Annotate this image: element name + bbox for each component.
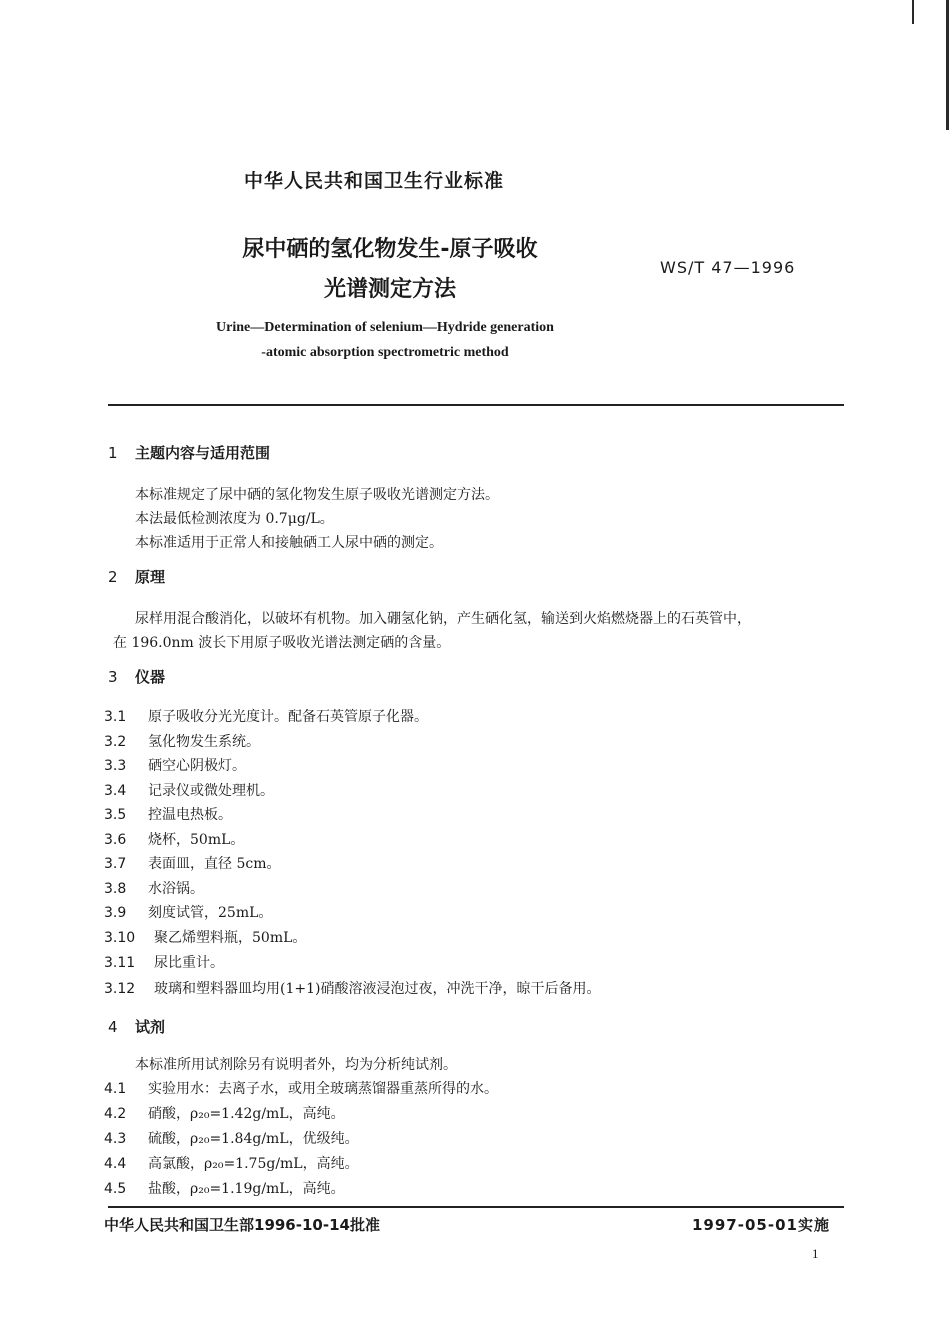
scan-edge-mark [912, 0, 914, 24]
list-item [104, 853, 280, 873]
paragraph: 本法最低检测浓度为 0.7μg/L。 [135, 511, 334, 527]
item-text: 硒空心阴极灯。 [148, 758, 246, 774]
item-text: 聚乙烯塑料瓶，50mL。 [154, 930, 307, 946]
standard-code: WS/T 47—1996 [660, 258, 796, 277]
section-heading [108, 1016, 165, 1037]
item-text: 氢化物发生系统。 [148, 734, 260, 750]
item-text: 水浴锅。 [148, 881, 204, 897]
paragraph: 本标准所用试剂除另有说明者外，均为分析纯试剂。 [135, 1057, 457, 1073]
item-text: 刻度试管，25mL。 [148, 905, 273, 921]
item-number: 3.3 [104, 758, 127, 774]
standard-category: 中华人民共和国卫生行业标准 [244, 170, 505, 192]
item-text: 原子吸收分光光度计。配备石英管原子化器。 [148, 709, 428, 725]
list-item [104, 1153, 359, 1173]
item-number: 4.2 [104, 1106, 127, 1122]
item-number: 4.5 [104, 1181, 127, 1197]
section-number: 3 [108, 668, 118, 686]
item-number: 4.4 [104, 1156, 127, 1172]
list-item [104, 829, 244, 849]
list-item [104, 1178, 345, 1198]
item-text: 硫酸，ρ₂₀=1.84g/mL，优级纯。 [148, 1131, 359, 1147]
list-item [104, 804, 232, 824]
effective-date-line: 1997-05-01实施 [692, 1216, 830, 1234]
list-item [104, 978, 600, 998]
item-text: 尿比重计。 [154, 955, 224, 971]
item-number: 3.4 [104, 783, 127, 799]
item-text: 控温电热板。 [148, 807, 232, 823]
item-number: 3.5 [104, 807, 127, 823]
item-number: 3.7 [104, 856, 127, 872]
item-text: 玻璃和塑料器皿均用(1+1)硝酸溶液浸泡过夜，冲洗干净，晾干后备用。 [154, 981, 601, 997]
title-english-line1: Urine—Determination of selenium—Hydride generation [216, 320, 554, 335]
item-number: 3.1 [104, 709, 127, 725]
item-text: 高氯酸，ρ₂₀=1.75g/mL，高纯。 [148, 1156, 359, 1172]
list-item [104, 902, 272, 922]
item-text: 记录仪或微处理机。 [148, 783, 274, 799]
item-text: 表面皿，直径 5cm。 [148, 856, 281, 872]
approval-line: 中华人民共和国卫生部1996-10-14批准 [104, 1216, 380, 1234]
list-item [104, 731, 260, 751]
title-english-line2: -atomic absorption spectrometric method [261, 345, 509, 360]
scan-edge-mark [946, 0, 949, 130]
item-number: 3.6 [104, 832, 127, 848]
list-item [104, 952, 224, 972]
page-number: 1 [812, 1246, 819, 1261]
list-item [104, 706, 428, 726]
section-heading [108, 566, 165, 587]
list-item [104, 755, 246, 775]
list-item [104, 927, 306, 947]
item-text: 实验用水：去离子水，或用全玻璃蒸馏器重蒸所得的水。 [148, 1081, 498, 1097]
item-number: 3.12 [104, 981, 136, 997]
list-item [104, 878, 204, 898]
item-number: 3.8 [104, 881, 127, 897]
item-number: 3.2 [104, 734, 127, 750]
title-chinese-line1: 尿中硒的氢化物发生-原子吸收 [242, 237, 538, 262]
item-number: 4.1 [104, 1081, 127, 1097]
list-item [104, 780, 274, 800]
paragraph: 尿样用混合酸消化，以破坏有机物。加入硼氢化钠，产生硒化氢，输送到火焰燃烧器上的石英管中， [135, 611, 751, 627]
section-title: 仪器 [135, 668, 166, 686]
section-title: 主题内容与适用范围 [135, 444, 271, 462]
item-text: 盐酸，ρ₂₀=1.19g/mL，高纯。 [148, 1181, 345, 1197]
section-heading [108, 666, 165, 687]
item-text: 硝酸，ρ₂₀=1.42g/mL，高纯。 [148, 1106, 345, 1122]
item-number: 3.10 [104, 930, 136, 946]
item-number: 3.11 [104, 955, 136, 971]
header-divider [108, 404, 844, 406]
list-item [104, 1103, 345, 1123]
section-number: 2 [108, 568, 118, 586]
section-number: 4 [108, 1018, 118, 1036]
footer-divider [108, 1206, 844, 1208]
section-number: 1 [108, 444, 118, 462]
paragraph: 本标准适用于正常人和接触硒工人尿中硒的测定。 [135, 535, 443, 551]
paragraph: 本标准规定了尿中硒的氢化物发生原子吸收光谱测定方法。 [135, 487, 499, 503]
item-number: 4.3 [104, 1131, 127, 1147]
list-item [104, 1128, 359, 1148]
section-title: 试剂 [135, 1018, 166, 1036]
list-item [104, 1078, 498, 1098]
section-title: 原理 [135, 568, 166, 586]
item-number: 3.9 [104, 905, 127, 921]
item-text: 烧杯，50mL。 [148, 832, 245, 848]
title-chinese-line2: 光谱测定方法 [323, 277, 456, 302]
section-heading [108, 442, 270, 463]
paragraph-continuation: 在 196.0nm 波长下用原子吸收光谱法测定硒的含量。 [113, 635, 451, 651]
